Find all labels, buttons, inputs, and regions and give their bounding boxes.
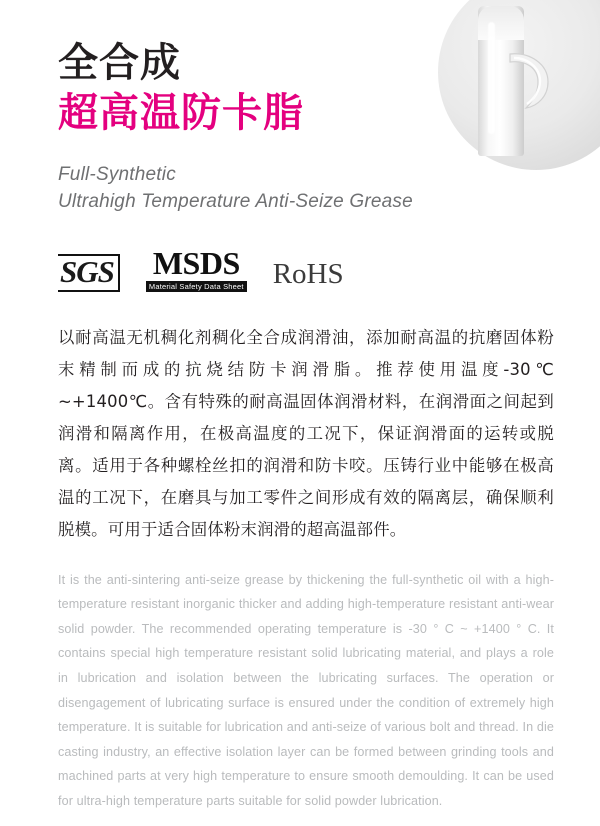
bottle-shoulder <box>478 6 524 40</box>
description-chinese: 以耐高温无机稠化剂稠化全合成润滑油，添加耐高温的抗磨固体粉末精制而成的抗烧结防卡润滑脂。推荐使用温度-30℃ ~+1400℃。含有特殊的耐高温固体润滑材料，在润滑面之间起到润滑和隔离作用，在极高温度的工况下，保证润滑面的运转或脱离。适用于各种螺栓丝扣的润滑和防卡咬。压铸行业中能够在极高温的工况下，在磨具与加工零件之间形成有效的隔离层，确保顺利脱模。可用于适合固体粉末润滑的超高温部件。 <box>58 327 554 539</box>
page-title-cn-secondary: 超高温防卡脂 <box>58 90 304 137</box>
page-subtitle-en <box>58 162 554 216</box>
rohs-logo: RoHS <box>272 257 344 290</box>
page-subtitle-en-line1: Full-Synthetic <box>58 163 176 185</box>
msds-logo <box>146 244 247 292</box>
sgs-logo: SGS <box>58 254 120 292</box>
datasheet-content <box>58 42 554 826</box>
page-subtitle-en-line2: Ultrahigh Temperature Anti-Seize Grease <box>58 190 413 212</box>
certification-logos <box>58 244 554 292</box>
description-english: It is the anti-sintering anti-seize grease by thickening the full-synthetic oil with a high-temperature resistant inorganic thicker and adding high-temperature resistant anti-wear solid powder. The recommended operating temperature is -30 ° C ~ +1400 ° C. It contains special high temperature resistant solid lubricating material, and plays a role in lubrication and isolation between the lubricating surfaces. The operation or disengagement of lubricating surface is ensured under the condition of extremely high temperature. It is suitable for lubrication and anti-seize of various bolt and thread. In die casting industry, an effective isolation layer can be formed between grinding tools and machined parts at very high temperature to ensure smooth demoulding. It can be used for ultra-high temperature parts suitable for solid powder lubrication. <box>58 572 554 808</box>
msds-logo-label: MSDS <box>152 244 240 281</box>
page-title-cn-primary: 全合成 <box>58 40 181 86</box>
msds-logo-sublabel: Material Safety Data Sheet <box>146 281 247 292</box>
